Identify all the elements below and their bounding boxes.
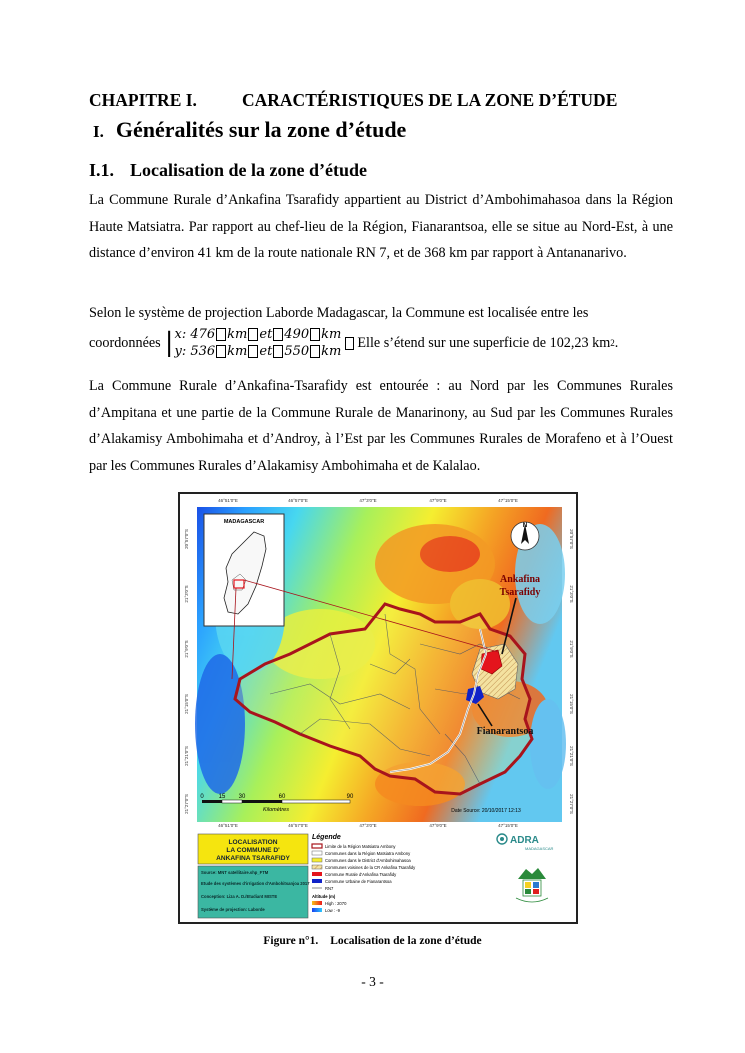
left-tick-3: 21°15'0"S	[184, 694, 189, 714]
subsection-title: Localisation de la zone d’étude	[130, 160, 368, 180]
scale-unit: Kilomètres	[263, 807, 289, 813]
legend-item-region: Limite de la Région Matsiatra Ambony	[325, 844, 396, 849]
inset-title: MADAGASCAR	[223, 519, 265, 525]
scale-tick-15: 15	[218, 794, 226, 800]
coord-x-line: x: 476 km et 490 km	[174, 327, 342, 342]
bottom-tick-2: 47°3'0"E	[359, 823, 377, 828]
scale-tick-90: 90	[346, 794, 354, 800]
title-box-line2: LA COMMUNE D'	[226, 847, 280, 854]
bottom-tick-1: 46°57'0"E	[288, 823, 308, 828]
right-tick-2: 21°9'0"S	[569, 640, 574, 658]
figure-number: Figure n°1.	[263, 935, 319, 947]
coord-y-et: et	[259, 344, 273, 359]
bottom-tick-0: 46°51'0"E	[218, 823, 238, 828]
north-label: N	[522, 523, 528, 529]
coord-x-max: 490	[284, 327, 310, 342]
surface-period: .	[614, 334, 619, 351]
bottom-tick-3: 47°9'0"E	[429, 823, 447, 828]
page-number: - 3 -	[361, 974, 384, 989]
coord-x-min: 476	[190, 327, 216, 342]
location-map	[178, 492, 578, 924]
left-tick-0: 20°57'0"S	[184, 529, 189, 549]
surface-text: Elle s’étend sur une superficie de 102,23 km	[357, 334, 611, 351]
top-tick-4: 47°15'0"E	[498, 498, 518, 503]
right-tick-0: 20°57'0"S	[569, 529, 574, 549]
altitude-low: Low : -9	[325, 908, 340, 913]
figure-title: Localisation de la zone d’étude	[330, 935, 482, 947]
left-tick-5: 21°27'0"S	[184, 794, 189, 814]
coord-y-unit2: km	[321, 344, 342, 359]
left-tick-2: 21°9'0"S	[184, 640, 189, 658]
coord-x-unit2: km	[321, 327, 342, 342]
info-projection: Système de projection: Laborde	[201, 907, 265, 912]
label-fianarantsoa: Fianarantsoa	[476, 726, 534, 737]
scale-tick-30: 30	[238, 794, 246, 800]
label-ankafina-line2: Tsarafidy	[499, 587, 541, 598]
altitude-high: High : 2070	[325, 901, 347, 906]
legend-item-fianarantsoa: Commune Urbaine de Fianarantsoa	[325, 879, 392, 884]
section-heading	[93, 117, 406, 143]
bottom-tick-4: 47°15'0"E	[498, 823, 518, 828]
adra-sub: MADAGASCAR	[525, 846, 554, 851]
legend-item-ankafina: Commune Rurale d'Ankafina Tsarafidy	[325, 872, 397, 877]
figure-caption	[0, 935, 745, 947]
paragraph-projection-intro: Selon le système de projection Laborde Madagascar, la Commune est localisée entre les	[89, 305, 589, 321]
coordinates-bracket: |	[164, 328, 174, 358]
coordinates-label: coordonnées	[89, 334, 161, 351]
altitude-title: Altitude (m)	[312, 894, 336, 899]
paragraph-neighbours: La Commune Rurale d’Ankafina-Tsarafidy est entourée : au Nord par les Communes Rurales d’Ampitana et une partie de la Commune Rurale de Manarinony, au Sud par les Communes Rurales d’Alakamisy Ambohimaha et d’Androy, à l’Est par les Communes Rurales de Morafeno et à l’Ouest par les Communes Rurales d’Alakamisy Ambohimaha et de Kalalao.	[89, 378, 673, 474]
coord-y-line: y: 536 km et 550 km	[174, 344, 342, 359]
scale-tick-60: 60	[278, 794, 286, 800]
coord-y-var: y	[174, 344, 182, 359]
legend-item-communes-district: Communes dans le District d'Ambohimahasoa	[325, 858, 411, 863]
info-author: Conception: Liza A. D./Etudiant MISTE	[201, 894, 278, 899]
left-tick-1: 21°3'0"S	[184, 585, 189, 603]
legend-item-neighbours: Communes voisines de la CR Ankafina Tsarafidy	[325, 865, 416, 870]
left-tick-4: 21°21'0"S	[184, 746, 189, 766]
section-number: I.	[93, 122, 104, 141]
map-source-date: Date Source: 20/10/2017 12:13	[451, 808, 521, 814]
coord-x-unit1: km	[227, 327, 248, 342]
top-tick-0: 46°51'0"E	[218, 498, 238, 503]
subsection-heading	[89, 160, 367, 181]
legend-item-rn7: RN7	[325, 886, 334, 891]
scale-tick-0: 0	[200, 794, 204, 800]
label-ankafina-line1: Ankafina	[499, 574, 541, 585]
adra-name: ADRA	[510, 835, 539, 846]
map-svg	[180, 494, 576, 922]
subsection-number: I.1.	[89, 160, 115, 180]
right-tick-4: 21°21'0"S	[569, 746, 574, 766]
top-tick-1: 46°57'0"E	[288, 498, 308, 503]
legend-item-communes-region: Communes dans la Région Matsiatra Ambony	[325, 851, 411, 856]
right-tick-1: 21°3'0"S	[569, 585, 574, 603]
info-source: Source: MNT satellitaire.shp_FTM	[201, 870, 269, 875]
coord-y-max: 550	[284, 344, 310, 359]
top-tick-2: 47°3'0"E	[359, 498, 377, 503]
coordinates-line	[89, 326, 618, 360]
surface-exponent: 2	[610, 338, 615, 348]
coord-x-et: et	[259, 327, 273, 342]
info-study: Etude des systèmes d'irrigation d'Ambohitsanjoa 2017	[201, 881, 310, 886]
right-tick-3: 21°15'0"S	[569, 694, 574, 714]
coord-x-var: x	[174, 327, 182, 342]
right-tick-5: 21°27'0"S	[569, 794, 574, 814]
paragraph-location: La Commune Rurale d’Ankafina Tsarafidy appartient au District d’Ambohimahasoa dans la Région Haute Matsiatra. Par rapport au chef-lieu de la Région, Fianarantsoa, elle se situe au Nord-Est, à une distance d’environ 41 km de la route nationale RN 7, et de 368 km par rapport à Antananarivo.	[89, 192, 673, 261]
chapter-title: CARACTÉRISTIQUES DE LA ZONE D’ÉTUDE	[242, 90, 618, 110]
legend-title: Légende	[312, 834, 341, 841]
coord-y-unit1: km	[227, 344, 248, 359]
coordinates-block	[174, 326, 341, 360]
chapter-heading	[89, 90, 679, 111]
chapter-number: CHAPITRE I.	[89, 90, 197, 110]
section-title: Généralités sur la zone d’étude	[115, 117, 407, 142]
title-box-line1: LOCALISATION	[228, 839, 278, 846]
coord-y-min: 536	[190, 344, 216, 359]
top-tick-3: 47°9'0"E	[429, 498, 447, 503]
title-box-line3: ANKAFINA TSARAFIDY	[216, 855, 290, 862]
